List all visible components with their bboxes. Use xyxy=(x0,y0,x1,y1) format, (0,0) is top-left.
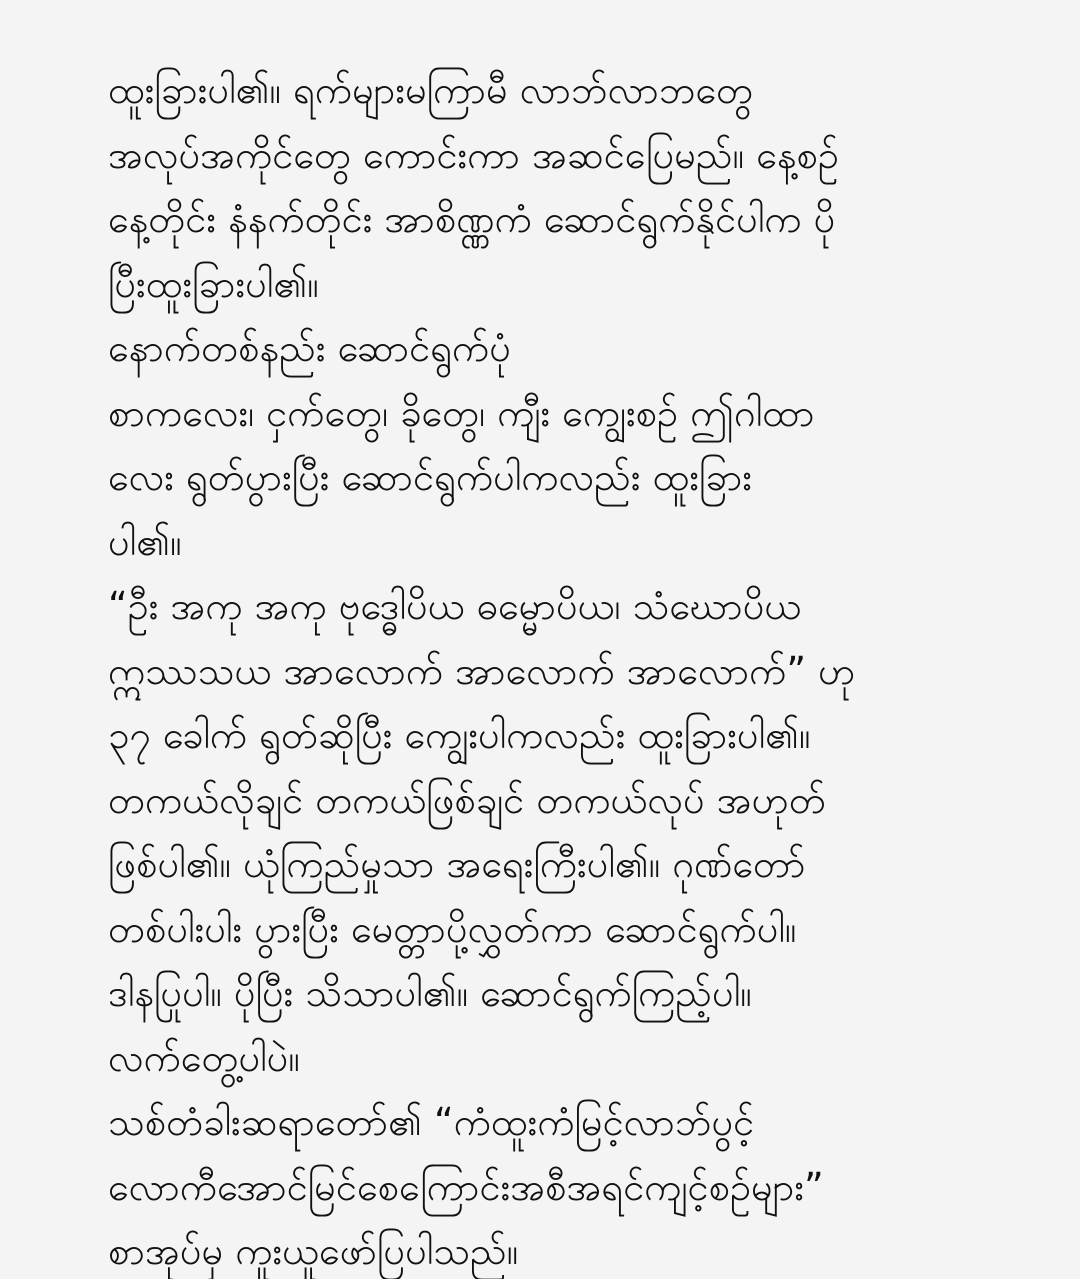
document-text xyxy=(108,58,1020,1279)
text-line: လက်တွေ့ပါပဲ။ xyxy=(108,1035,300,1080)
text-line: လောကီအောင်မြင်စေကြောင်းအစီအရင်ကျင့်စဉ်များ” xyxy=(108,1164,824,1209)
text-line: “ဦး အကု အကု ဗုဒ္ဓေါပိယ ဓမ္မောပိယ၊ သံဃောပိယ xyxy=(108,584,802,628)
text-line: တကယ်လိုချင် တကယ်ဖြစ်ချင် တကယ်လုပ် အဟုတ် xyxy=(108,777,826,822)
text-line: ဖြစ်ပါ၏။ ယုံကြည်မှုသာ အရေးကြီးပါ၏။ ဂုဏ်တော် xyxy=(108,842,806,886)
text-line: ဣဿသယ အာလောက် အာလောက် အာလောက်” ဟု xyxy=(108,648,856,693)
text-line: ပါ၏။ xyxy=(108,519,182,564)
text-line: စာအုပ်မှ ကူးယူဖော်ပြပါသည်။ xyxy=(108,1229,519,1273)
text-line: နောက်တစ်နည်း ဆောင်ရွက်ပုံ xyxy=(108,326,511,370)
text-line: ၃၇ ခေါက် ရွတ်ဆိုပြီး ကျွေးပါကလည်း ထူးခြားပါ၏။ xyxy=(108,713,811,757)
text-line: သစ်တံခါးဆရာတော်၏ “ကံထူးကံမြင့်လာဘ်ပွင့် xyxy=(108,1100,755,1144)
text-line: အလုပ်အကိုင်တွေ ကောင်းကာ အဆင်ပြေမည်။ နေ့စဉ် xyxy=(108,132,839,177)
text-line: တစ်ပါးပါး ပွားပြီး မေတ္တာပို့လွှတ်ကာ ဆောင်ရွက်ပါ။ xyxy=(108,906,797,951)
text-line: နေ့တိုင်း နံနက်တိုင်း အာစိဏ္ဏကံ ဆောင်ရွက်နိုင်ပါက ပို xyxy=(108,197,836,241)
text-line: ပြီးထူးခြားပါ၏။ xyxy=(108,261,319,306)
text-line: ဒါနပြုပါ။ ပိုပြီး သိသာပါ၏။ ဆောင်ရွက်ကြည့်ပါ။ xyxy=(108,971,752,1015)
text-line: ထူးခြားပါ၏။ ရက်များမကြာမီ လာဘ်လာဘတွေ xyxy=(108,68,754,112)
text-line: လေး ရွတ်ပွားပြီး ဆောင်ရွက်ပါကလည်း ထူးခြား xyxy=(108,455,753,499)
text-line: စာကလေး၊ ငှက်တွေ၊ ခိုတွေ၊ ကျီး ကျွေးစဉ် ဤဂါထာ xyxy=(108,390,815,435)
